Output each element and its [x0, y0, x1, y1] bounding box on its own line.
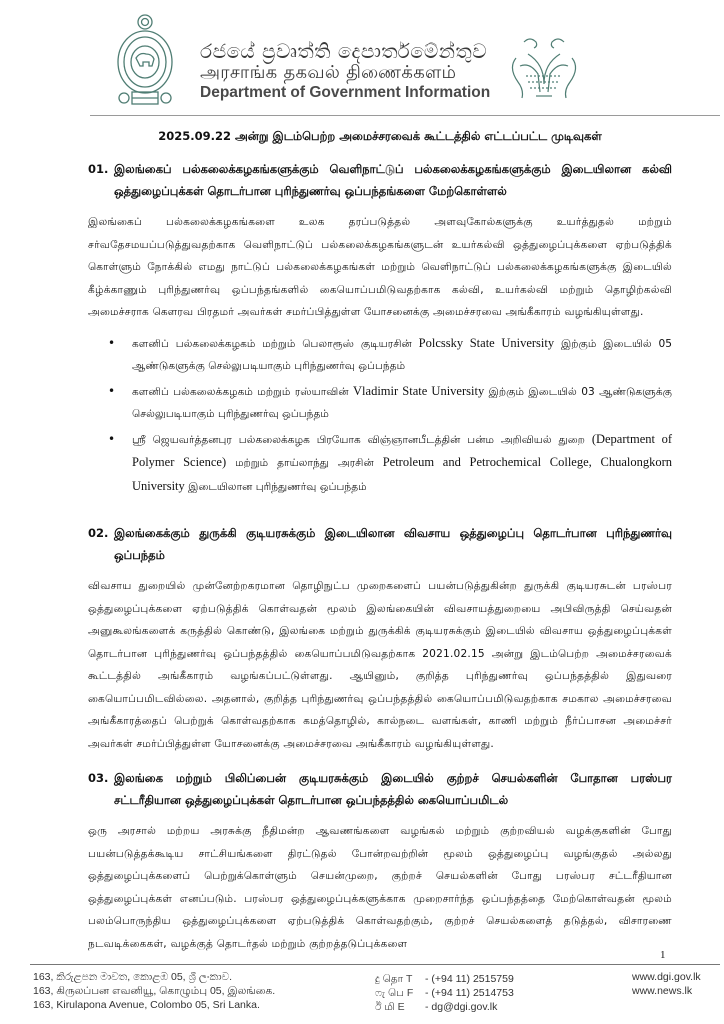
- contact-block: [375, 972, 514, 1014]
- document-title: 2025.09.22 அன்று இடம்பெற்ற அமைச்சரவைக் கூட்டத்தில் எட்டப்பட்ட முடிவுகள்: [158, 129, 602, 143]
- section-paragraph: இலங்கைப் பல்கலைக்கழகங்களை உலக தரப்படுத்தல் அளவுகோல்களுக்கு உயர்த்துதல் மற்றும் சர்வதேசமயப்படுத்துவதற்காக வெளிநாட்டுப் பல்கலைக்கழகங்களுடன் உயர்கல்வி ஒத்துழைப்புக்களை ஏற்படுத்திக் கொள்ளும் நோக்கில் எமது நாட்டுப் பல்கலைக்கழகங்கள் மற்றும் வெளிநாட்டுப் பல்கலைக்கழகங்களுக்கு இடையில் கீழ்க்காணும் புரிந்துணர்வு ஒப்பந்தங்களில் கையொப்பமிடுவதற்காக கல்வி, உயர்கல்வி மற்றும் தொழிற்கல்வி அமைச்சராக கௌரவ பிரதமர் அவர்கள் சமர்ப்பித்துள்ள யோசனைக்கு அமைச்சரவை அங்கீகாரம் வழங்கியுள்ளது.: [88, 216, 672, 318]
- email-address[interactable]: - dg@dgi.gov.lk: [425, 1001, 498, 1013]
- address-tamil: 163, கிருலப்பன எவனியூ, கொழும்பு 05, இலங்கை.: [33, 985, 276, 997]
- department-name-block: [200, 40, 490, 103]
- department-name: (Department of Polymer Science): [132, 431, 673, 469]
- section-heading: [88, 522, 672, 566]
- website-link[interactable]: www.dgi.gov.lk: [632, 971, 701, 983]
- section-paragraph: விவசாய துறையில் முன்னேற்றகரமான தொழிநுட்ப முறைகளைப் பயன்படுத்துகின்ற துருக்கி குடியரசுடன் பரஸ்பர ஒத்துழைப்புக்களை ஏற்படுத்திக் கொள்வதன் மூலம் இலங்கையின் விவசாயத்துறையை அபிவிருத்தி செய்வதன் அனுகூலங்களைக் கருத்தில் கொண்டு, இலங்கை மற்றும் துருக்கிக் குடியரசுக்கும் இடையில் விவசாய ஒத்துழைப்புக்கள் தொடர்பான புரிந்துணர்வு ஒப்பந்தத்தில் கையொப்பமிடுவதற்காக 2021.02.15 அன்று இடம்பெற்ற அமைச்சரவைக் கூட்டத்தில் அங்கீகாரம் வழங்கப்பட்டுள்ளது. ஆயினும், குறித்த புரிந்துணர்வு ஒப்பந்தத்தில் இதுவரை கையொப்பமிடவில்லை. அதனால், குறித்த புரிந்துணர்வு ஒப்பந்தத்தில் கையொப்பமிடுவதற்காக சமகால அமைச்சரவை அங்கீகாரத்தைப் பெற்றுக் கொள்வதற்காக கமத்தொழில், கால்நடை வளங்கள், காணி மற்றும் நீர்ப்பாசன அமைச்சர் அவர்கள் சமர்ப்பித்துள்ள யோசனைக்கு அமைச்சரவை அங்கீகாரம் வழங்கியுள்ளது.: [88, 580, 672, 750]
- university-name: Vladimir State University: [353, 383, 485, 398]
- address-block: [33, 970, 275, 1012]
- agreement-list: [88, 332, 672, 499]
- section-title: இலங்கைக்கும் துருக்கி குடியரசுக்கும் இடையிலான விவசாய ஒத்துழைப்பு தொடர்பான புரிந்துணர்வு ஒப்பந்தம்: [114, 526, 672, 562]
- section-number: 03.: [88, 771, 109, 785]
- list-item: [88, 332, 672, 378]
- department-name-tamil: அரசாங்க தகவல் திணைக்களம்: [200, 62, 457, 83]
- email-label: ඊ மி E: [375, 1001, 405, 1013]
- section-title: இலங்கை மற்றும் பிலிப்பைன் குடியரசுக்கும் இடையில் குற்றச் செயல்களின் போதான பரஸ்பர சட்டரீதியான ஒத்துழைப்புக்கள் தொடர்பான ஒப்பந்தத்தில் கையொப்பமிடல்: [114, 771, 672, 807]
- footer-divider: [30, 964, 720, 965]
- list-item: [88, 380, 672, 426]
- fax-row: [375, 986, 514, 1000]
- bullet-text: களனிப் பல்கலைக்கழகம் மற்றும் பெலாரூஸ் குடியரசின்: [132, 337, 419, 350]
- bullet-text: இற்கும் இடையில் 05 ஆண்டுகளுக்கு செல்லுபடியாகும் புரிந்துணர்வு ஒப்பந்தம்: [132, 337, 673, 372]
- phone-row: [375, 972, 514, 986]
- section-number: 02.: [88, 526, 109, 540]
- section-heading: [88, 158, 672, 202]
- document-body: [88, 128, 672, 963]
- email-row: [375, 1000, 514, 1014]
- bullet-text: ஸ்ரீ ஜெயவர்த்தனபுர பல்கலைக்கழக பிரயோக விஞ்ஞானபீடத்தின் பன்ம அறிவியல் துறை: [132, 433, 592, 446]
- fax-number: - (+94 11) 2514753: [425, 987, 514, 999]
- university-name: Petroleum and Petrochemical College, Chualongkorn University: [132, 455, 673, 493]
- section-heading: [88, 767, 672, 811]
- sri-lanka-state-emblem-icon: [116, 12, 174, 106]
- phone-label: දු தொ T: [375, 973, 413, 985]
- bullet-text: களனிப் பல்கலைக்கழகம் மற்றும் ரஸ்யாவின்: [132, 385, 354, 398]
- section-paragraph: ஒரு அரசால் மற்றய அரசுக்கு நீதிமன்ற ஆவணங்களை வழங்கல் மற்றும் குற்றவியல் வழக்குகளின் போது பயன்படுத்தக்கூடிய சாட்சியங்களை திரட்டுதல் போன்றவற்றின் மூலம் ஒத்துழைப்பு வழங்குதல் அல்லது ஒத்துழைப்புக்களைப் பெற்றுக்கொள்ளும் செயன்முறை, குற்றச் செயல்களின் போது பரஸ்பர சட்டரீதியான ஒத்துழைப்புக்கள் எனப்படும். பரஸ்பர ஒத்துழைப்புக்களுக்காக முறைசார்ந்த ஒப்பந்தத்தை மேற்கொள்வதன் மூலம் பலம்பொருந்திய ஒத்துழைப்புக்களை ஏற்படுத்திக் கொள்வதற்கும், குற்றச் செயல்களைத் தடுத்தல், விசாரணை நடவடிக்கைகள், வழக்குத் தொடர்தல் மற்றும் குற்றத்தடுப்புக்களை: [88, 825, 672, 950]
- address-sinhala: 163, කිරුළපන මාවත, කොළඹ 05, ශ්‍රී ලංකාව.: [33, 971, 233, 983]
- section-number: 01.: [88, 162, 109, 176]
- department-name-sinhala: රජයේ ප්‍රවෘත්ති දෙපාර්තමේන්තුව: [200, 39, 488, 63]
- university-name: Polcssky State University: [418, 335, 555, 350]
- website-block: [632, 970, 701, 998]
- page-number: 1: [660, 949, 666, 961]
- fax-label: ෆැ பெ F: [375, 987, 414, 999]
- phone-number: - (+94 11) 2515759: [425, 973, 514, 985]
- section-title: இலங்கைப் பல்கலைக்கழகங்களுக்கும் வெளிநாட்டுப் பல்கலைக்கழகங்களுக்கும் இடையிலான கல்வி ஒத்துழைப்புக்கள் தொடர்பான புரிந்துணர்வு ஒப்பந்தங்களை மேற்கொள்ளல்: [114, 162, 672, 198]
- header-divider: [90, 115, 720, 116]
- address-english: 163, Kirulapona Avenue, Colombo 05, Sri Lanka.: [33, 999, 260, 1011]
- bullet-text: இடையிலான புரிந்துணர்வு ஒப்பந்தம்: [184, 480, 367, 493]
- bullet-text: இற்கும் இடையில் 03 ஆண்டுகளுக்கு செல்லுபடியாகும் புரிந்துணர்வு ஒப்பந்தம்: [132, 385, 672, 420]
- department-logo-icon: [506, 36, 582, 102]
- bullet-text: மற்றும் தாய்லாந்து அரசின்: [226, 457, 383, 469]
- department-name-english: Department of Government Information: [200, 84, 491, 101]
- website-link[interactable]: www.news.lk: [632, 985, 693, 997]
- list-item: [88, 428, 672, 499]
- letterhead: [0, 0, 724, 114]
- letterhead-footer: [0, 970, 724, 1024]
